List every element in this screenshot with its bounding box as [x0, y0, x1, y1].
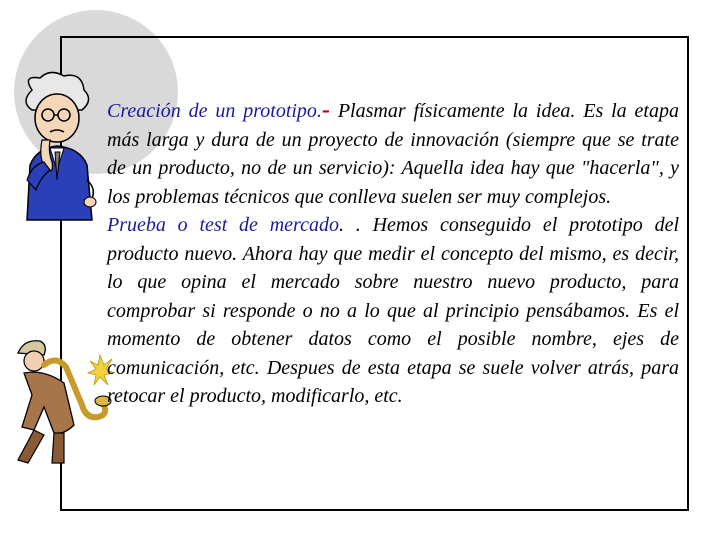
paragraph-test-mercado: [107, 211, 679, 411]
paragraph-body: Hemos conseguido el prototipo del producto nuevo. Ahora hay que medir el concepto del mismo, es decir, lo que opina el mercado sobre nuestro nuevo producto, para comprobar si responde o no a lo que al principio pensábamos. Es el momento de obtener datos como el posible nombre, ejes de comunicación, etc. Despues de esta etapa se suele volver atrás, para retocar el producto, modificarlo, etc.: [107, 214, 680, 407]
separator-dash: -: [321, 97, 330, 123]
heading-prototipo: Creación de un prototipo.: [107, 100, 322, 122]
saxophone-player-clipart-icon: [4, 335, 114, 470]
paragraph-prototipo: [107, 96, 679, 211]
separator-dots: . .: [338, 214, 373, 236]
thinking-man-clipart-icon: [2, 70, 112, 230]
paragraph-body: Plasmar físicamente la idea. Es la etapa más larga y dura de un proyecto de innovación (siempre que se trate de un producto, no de un servicio): Aquella idea hay que "hacerla", y los problemas técnicos que conlleva suelen ser muy complejos.: [107, 100, 679, 208]
body-text: [107, 96, 679, 411]
heading-test-mercado: Prueba o test de mercado: [107, 214, 339, 236]
